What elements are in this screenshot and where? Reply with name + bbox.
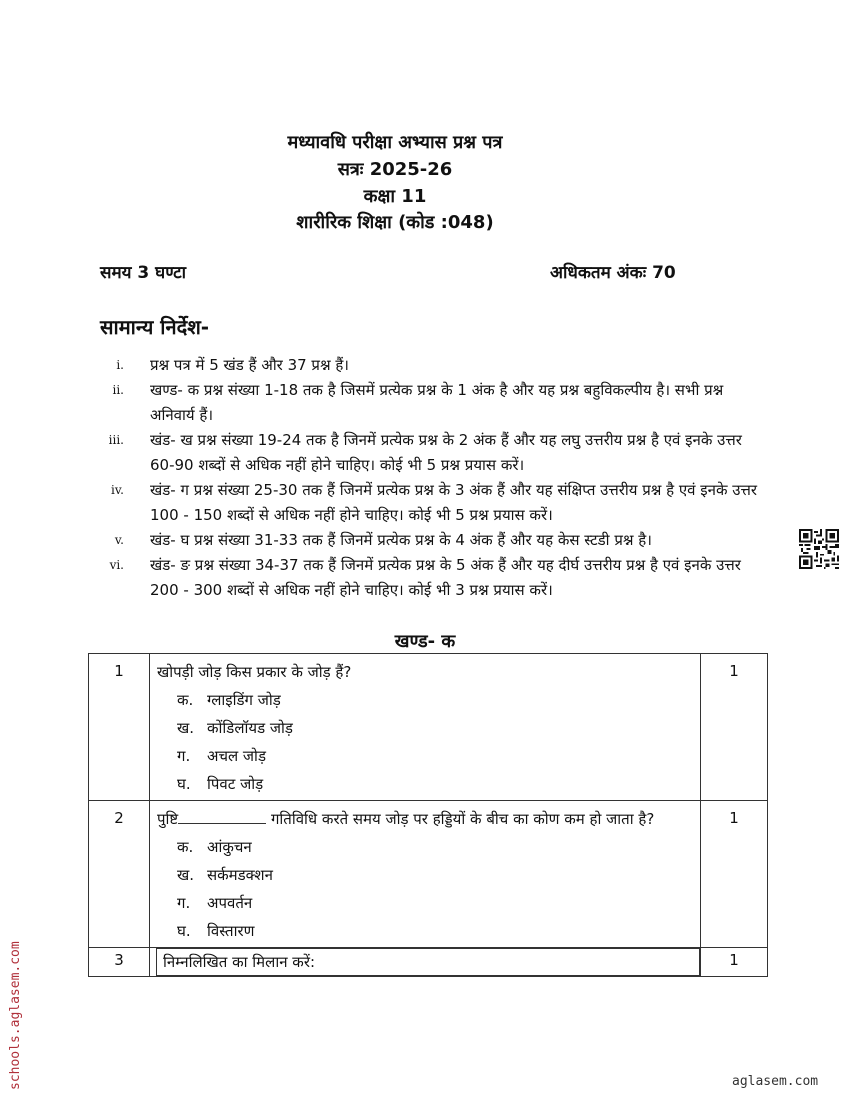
option-label: ग.	[177, 894, 191, 912]
qr-code-icon[interactable]	[799, 528, 839, 570]
instruction-text: खंड- ख प्रश्न संख्या 19-24 तक है जिनमें प्रत्येक प्रश्न के 2 अंक हैं और यह लघु उत्तरीय प्रश्न है एवं इनके उत्तर 60-90 शब्दों से अधिक नहीं होने चाहिए। कोई भी 5 प्रश्न प्रयास करें।	[150, 431, 742, 474]
question-number: 2	[89, 801, 150, 948]
option-text: कोंडिलॉयड जोड़	[207, 719, 293, 737]
question-cell	[150, 654, 701, 801]
option-label: क.	[177, 691, 194, 709]
instruction-item	[100, 553, 765, 603]
bottom-watermark[interactable]: aglasem.com	[732, 1074, 819, 1089]
option-text: पिवट जोड़	[207, 775, 264, 793]
option-text: ग्लाइडिंग जोड़	[207, 691, 281, 709]
question-marks: 1	[701, 801, 768, 948]
answer-blank	[178, 809, 266, 824]
instruction-text: खंड- ङ प्रश्न संख्या 34-37 तक हैं जिनमें प्रत्येक प्रश्न के 5 अंक हैं और यह दीर्घ उत्तरीय प्रश्न है एवं इनके उत्तर 200 - 300 शब्दों से अधिक नहीं होने चाहिए। कोई भी 3 प्रश्न प्रयास करें।	[150, 556, 741, 599]
time-allowed: समय 3 घण्टा	[100, 263, 187, 283]
instruction-number: v.	[114, 533, 124, 547]
subject-label: शारीरिक शिक्षा (कोड :048)	[296, 212, 494, 233]
instruction-text: प्रश्न पत्र में 5 खंड हैं और 37 प्रश्न हैं।	[150, 356, 349, 374]
option-text: अपवर्तन	[207, 894, 253, 912]
instruction-number: i.	[116, 358, 124, 372]
option-text: विस्तारण	[207, 922, 255, 940]
question-number: 1	[89, 654, 150, 801]
option-label: ख.	[177, 719, 195, 737]
paper-title: मध्यावधि परीक्षा अभ्यास प्रश्न पत्र	[287, 132, 503, 153]
instruction-number: ii.	[112, 383, 124, 397]
option-text: आंकुचन	[207, 838, 252, 856]
option-item	[157, 833, 694, 861]
instruction-item	[100, 478, 765, 528]
question-marks: 1	[701, 948, 768, 977]
option-item	[157, 770, 694, 798]
question-text-end: गतिविधि करते समय जोड़ पर हड्डियों के बीच का कोण कम हो जाता है?	[266, 810, 655, 828]
option-label: घ.	[177, 922, 191, 940]
option-item	[157, 714, 694, 742]
instruction-item	[100, 528, 765, 553]
question-text-start: पुष्टि	[157, 810, 179, 828]
instruction-item	[100, 353, 765, 378]
option-label: ग.	[177, 747, 191, 765]
option-label: क.	[177, 838, 194, 856]
session-label: सत्रः 2025-26	[337, 159, 453, 180]
option-label: घ.	[177, 775, 191, 793]
maximum-marks: अधिकतम अंकः 70	[550, 263, 676, 283]
instruction-number: iv.	[110, 483, 124, 497]
general-instructions-title: सामान्य निर्देश-	[100, 315, 210, 339]
instruction-text: खण्ड- क प्रश्न संख्या 1-18 तक है जिसमें प्रत्येक प्रश्न के 1 अंक है और यह प्रश्न बहुविकल्पीय है। सभी प्रश्न अनिवार्य हैं।	[150, 381, 724, 424]
instruction-text: खंड- घ प्रश्न संख्या 31-33 तक हैं जिनमें प्रत्येक प्रश्न के 4 अंक हैं और यह केस स्टडी प्रश्न है।	[150, 531, 652, 549]
option-item	[157, 861, 694, 889]
question-cell	[150, 801, 701, 948]
question-text: खोपड़ी जोड़ किस प्रकार के जोड़ हैं?	[157, 663, 352, 681]
section-title: खण्ड- क	[394, 631, 456, 652]
instruction-number: vi.	[109, 558, 124, 572]
instructions-list	[100, 353, 765, 603]
instruction-item	[100, 428, 765, 478]
option-text: सर्कमडक्शन	[207, 866, 273, 884]
table-row	[89, 801, 768, 948]
option-label: ख.	[177, 866, 195, 884]
instruction-number: iii.	[108, 433, 124, 447]
side-watermark[interactable]: schools.aglasem.com	[8, 941, 23, 1090]
instruction-text: खंड- ग प्रश्न संख्या 25-30 तक हैं जिनमें प्रत्येक प्रश्न के 3 अंक हैं और यह संक्षिप्त उत्तरीय प्रश्न है एवं इनके उत्तर 100 - 150 शब्दों से अधिक नहीं होने चाहिए। कोई भी 5 प्रश्न प्रयास करें।	[150, 481, 757, 524]
question-number: 3	[89, 948, 150, 977]
question-text	[157, 805, 694, 833]
class-label: कक्षा 11	[363, 186, 427, 207]
option-item	[157, 742, 694, 770]
option-item	[157, 889, 694, 917]
question-text: निम्नलिखित का मिलान करें:	[156, 948, 700, 976]
questions-table	[88, 653, 768, 977]
instruction-item	[100, 378, 765, 428]
question-marks: 1	[701, 654, 768, 801]
option-text: अचल जोड़	[207, 747, 266, 765]
option-item	[157, 686, 694, 714]
option-item	[157, 917, 694, 945]
table-row	[89, 654, 768, 801]
table-row	[89, 948, 768, 977]
question-cell	[150, 948, 701, 977]
